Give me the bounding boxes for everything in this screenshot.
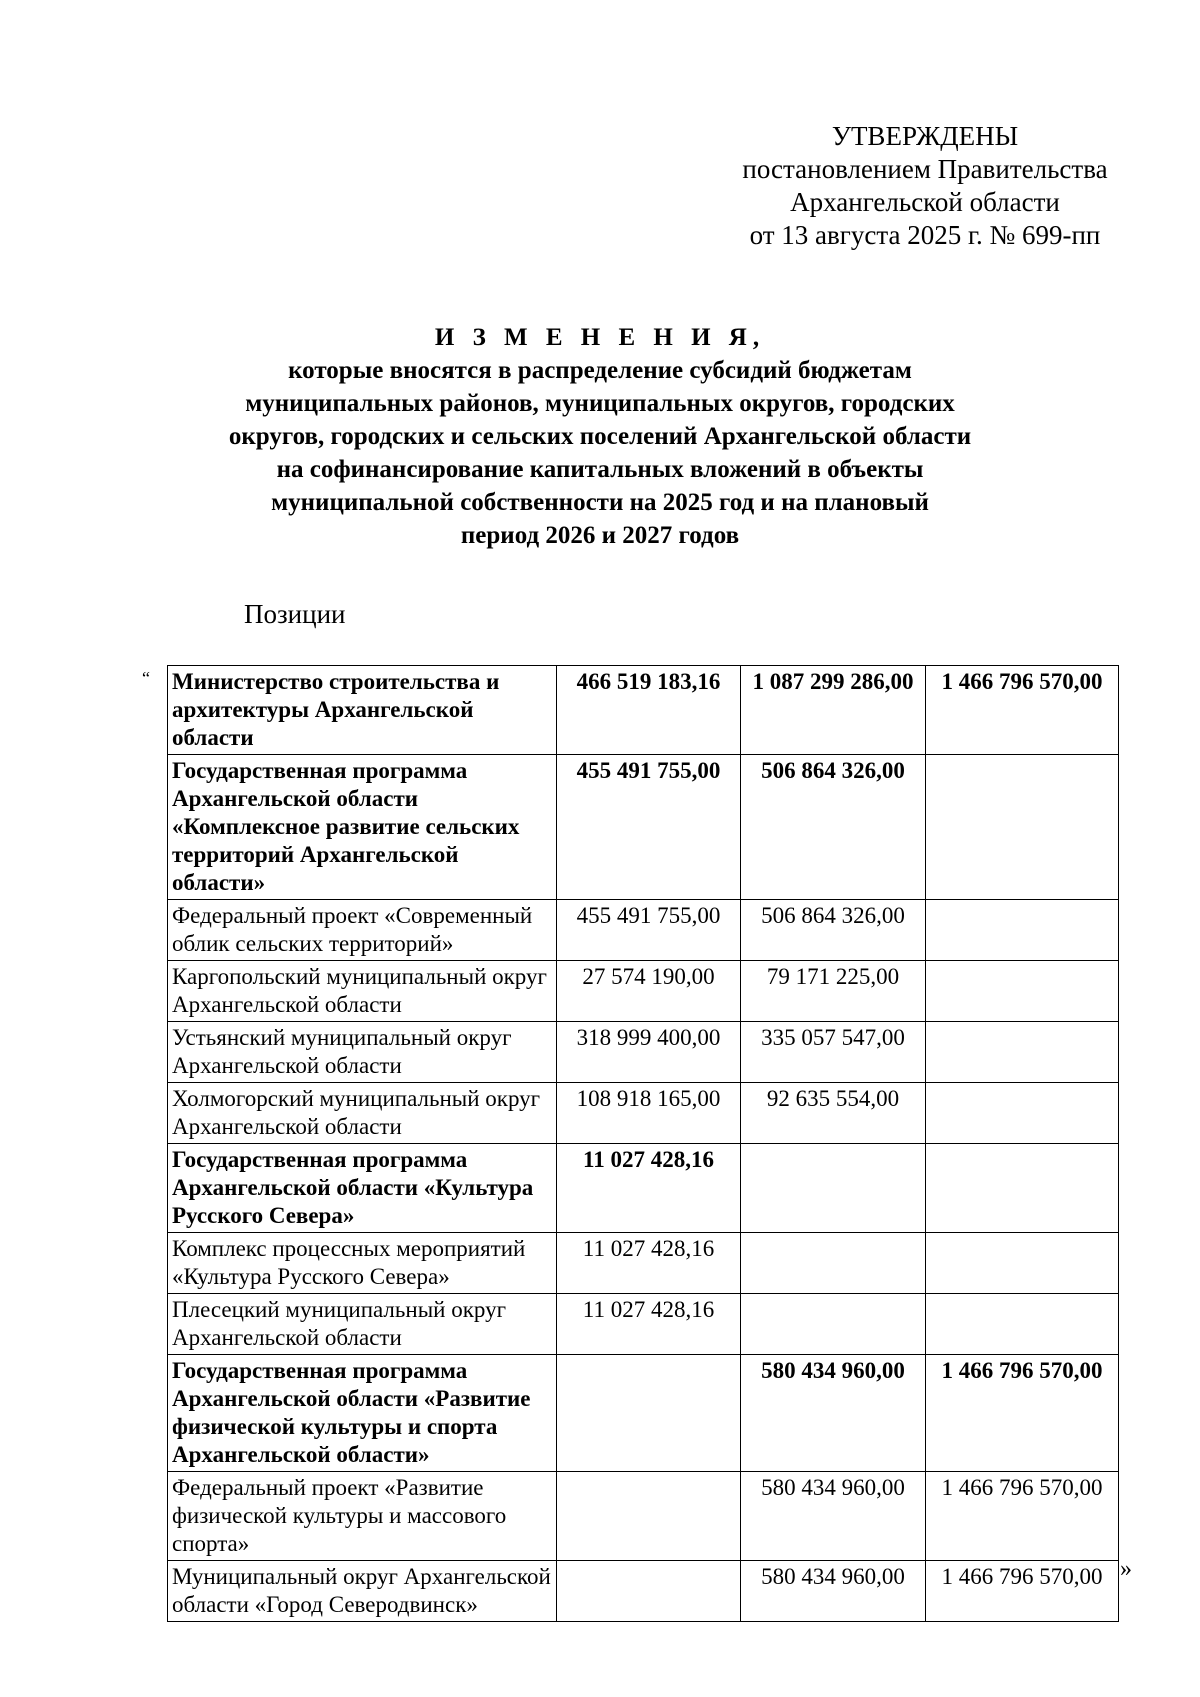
row-name-cell: Холмогорский муниципальный округ Архангельской области	[168, 1083, 557, 1144]
row-name-cell: Каргопольский муниципальный округ Архангельской области	[168, 961, 557, 1022]
document-heading	[150, 321, 1050, 552]
table-row	[168, 1233, 1119, 1294]
approval-approved-label: УТВЕРЖДЕНЫ	[831, 121, 1019, 151]
value-2025-cell	[557, 1472, 741, 1561]
heading-line-6: период 2026 и 2027 годов	[460, 522, 740, 549]
subsidy-table-body	[168, 666, 1119, 1622]
opening-quote-mark: “	[142, 668, 150, 688]
value-2026-cell: 79 171 225,00	[741, 961, 926, 1022]
value-2026-cell	[741, 1233, 926, 1294]
approval-block	[725, 120, 1125, 252]
row-name-cell: Государственная программа Архангельской области «Развитие физической культуры и спорта Архангельской области»	[168, 1355, 557, 1472]
value-2027-cell	[926, 1083, 1119, 1144]
value-2027-cell	[926, 900, 1119, 961]
value-2025-cell: 11 027 428,16	[557, 1233, 741, 1294]
value-2025-cell: 27 574 190,00	[557, 961, 741, 1022]
value-2027-cell: 1 466 796 570,00	[926, 1355, 1119, 1472]
table-row	[168, 1083, 1119, 1144]
value-2025-cell: 11 027 428,16	[557, 1144, 741, 1233]
value-2027-cell	[926, 961, 1119, 1022]
subsidy-table	[167, 665, 1119, 1622]
table-row	[168, 1561, 1119, 1622]
row-name-cell: Комплекс процессных мероприятий «Культура Русского Севера»	[168, 1233, 557, 1294]
value-2025-cell: 455 491 755,00	[557, 900, 741, 961]
value-2025-cell: 11 027 428,16	[557, 1294, 741, 1355]
row-name-cell: Государственная программа Архангельской области «Культура Русского Севера»	[168, 1144, 557, 1233]
table-row	[168, 900, 1119, 961]
heading-line-4: на софинансирование капитальных вложений в объекты	[276, 456, 924, 483]
value-2027-cell: 1 466 796 570,00	[926, 1472, 1119, 1561]
table-row	[168, 755, 1119, 900]
table-row	[168, 666, 1119, 755]
heading-line-1: которые вносятся в распределение субсидий бюджетам	[288, 357, 912, 384]
heading-line-2: муниципальных районов, муниципальных округов, городских	[245, 390, 955, 417]
row-name-cell: Плесецкий муниципальный округ Архангельской области	[168, 1294, 557, 1355]
value-2025-cell	[557, 1355, 741, 1472]
value-2026-cell: 92 635 554,00	[741, 1083, 926, 1144]
value-2026-cell: 580 434 960,00	[741, 1472, 926, 1561]
value-2027-cell	[926, 1294, 1119, 1355]
heading-line-3: округов, городских и сельских поселений Архангельской области	[228, 423, 972, 450]
value-2026-cell: 506 864 326,00	[741, 755, 926, 900]
approval-date-number: от 13 августа 2025 г. № 699-пп	[749, 220, 1101, 250]
table-row	[168, 1144, 1119, 1233]
value-2026-cell: 506 864 326,00	[741, 900, 926, 961]
value-2027-cell: 1 466 796 570,00	[926, 666, 1119, 755]
value-2026-cell: 580 434 960,00	[741, 1355, 926, 1472]
table-row	[168, 1294, 1119, 1355]
positions-label: Позиции	[244, 599, 346, 629]
row-name-cell: Муниципальный округ Архангельской области «Город Северодвинск»	[168, 1561, 557, 1622]
value-2025-cell: 108 918 165,00	[557, 1083, 741, 1144]
value-2026-cell	[741, 1144, 926, 1233]
table-row	[168, 961, 1119, 1022]
heading-line-5: муниципальной собственности на 2025 год и на плановый	[271, 489, 929, 516]
value-2025-cell	[557, 1561, 741, 1622]
table-row	[168, 1355, 1119, 1472]
document-title: И З М Е Н Е Н И Я,	[434, 324, 766, 351]
value-2025-cell: 455 491 755,00	[557, 755, 741, 900]
table-row	[168, 1472, 1119, 1561]
value-2026-cell: 580 434 960,00	[741, 1561, 926, 1622]
row-name-cell: Государственная программа Архангельской области «Комплексное развитие сельских территорий Архангельской области»	[168, 755, 557, 900]
value-2027-cell	[926, 755, 1119, 900]
approval-region-line: Архангельской области	[790, 187, 1060, 217]
value-2025-cell: 466 519 183,16	[557, 666, 741, 755]
value-2027-cell	[926, 1144, 1119, 1233]
row-name-cell: Федеральный проект «Современный облик сельских территорий»	[168, 900, 557, 961]
table-row	[168, 1022, 1119, 1083]
row-name-cell: Федеральный проект «Развитие физической культуры и массового спорта»	[168, 1472, 557, 1561]
value-2026-cell: 1 087 299 286,00	[741, 666, 926, 755]
approval-decree-line: постановлением Правительства	[742, 154, 1108, 184]
closing-quote-mark: »	[1120, 1556, 1132, 1582]
value-2027-cell	[926, 1233, 1119, 1294]
value-2027-cell: 1 466 796 570,00	[926, 1561, 1119, 1622]
row-name-cell: Устьянский муниципальный округ Архангельской области	[168, 1022, 557, 1083]
value-2027-cell	[926, 1022, 1119, 1083]
value-2025-cell: 318 999 400,00	[557, 1022, 741, 1083]
value-2026-cell	[741, 1294, 926, 1355]
value-2026-cell: 335 057 547,00	[741, 1022, 926, 1083]
row-name-cell: Министерство строительства и архитектуры Архангельской области	[168, 666, 557, 755]
